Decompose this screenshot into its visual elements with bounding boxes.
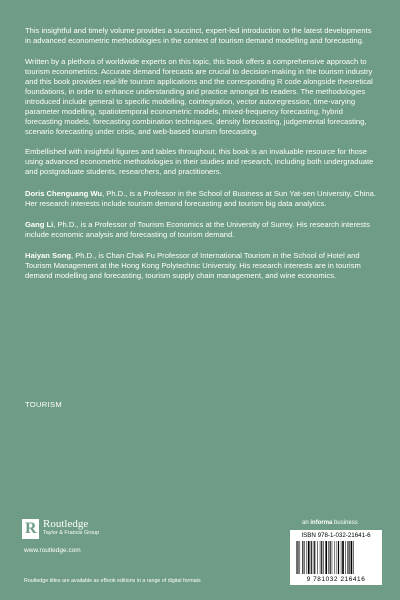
publisher-logo: [22, 519, 99, 539]
author-bio-text: , Ph.D., is a Professor of Tourism Economics at the University of Surrey. His research interests include economic analysis and forecasting of tourism demand.: [25, 220, 370, 239]
blurb-paragraph-2: Written by a plethora of worldwide experts on this topic, this book offers a comprehensive approach to tourism econometrics. Accurate demand forecasts are crucial to decision-making in the tourism industry and this book provides real-life tourism applications and the corresponding R code alongside theoretical foundations, in order to enhance understanding and practice amongst its readers. The methodologies introduced include general to specific modelling, cointegration, vector autoregression, time-varying parameter modelling, spatiotemporal econometric models, mixed-frequency forecasting, hybrid forecasting models, forecasting combination techniques, density forecasting, judgemental forecasting, scenario forecasting under crisis, and web-based tourism forecasting.: [25, 56, 373, 136]
blurb-paragraph-3: Embellished with insightful figures and tables throughout, this book is an invaluable resource for those using advanced econometric methodologies in their studies and research, including both undergraduate and postgraduate students, researchers, and practitioners.: [25, 147, 374, 176]
barcode-bars: [296, 541, 376, 574]
author-name: Doris Chenguang Wu: [25, 189, 103, 198]
informa-brand: informa: [310, 520, 333, 526]
author-name: Haiyan Song: [25, 251, 71, 260]
informa-prefix: an: [302, 520, 309, 526]
subject-category: TOURISM: [25, 400, 62, 409]
author-bio-text: , Ph.D., is a Professor in the School of Business at Sun Yat-sen University, China. Her research interests include tourism demand forecasting and tourism big data analytics.: [25, 189, 376, 208]
barcode-digits: 9 781032 216416: [306, 576, 366, 583]
publisher-name: Routledge: [43, 518, 89, 530]
informa-business-label: [302, 520, 358, 526]
author-bio-1: [25, 189, 377, 209]
blurb-paragraph-1: This insightful and timely volume provides a succinct, expert-led introduction to the latest developments in advanced econometric methodologies in the context of tourism demand modelling and forecasting.: [25, 26, 372, 45]
informa-suffix: business: [334, 520, 358, 526]
publisher-url: www.routledge.com: [24, 547, 81, 554]
back-cover-text: [25, 26, 377, 292]
author-bio-text: , Ph.D., is Chan Chak Fu Professor of International Tourism in the School of Hotel and Tourism Management at the Hong Kong Polytechnic University. His research interests are in tourism demand modelling and forecasting, tourism supply chain management, and wine economics.: [25, 251, 361, 280]
routledge-logo-icon: [22, 519, 39, 539]
publisher-group: Taylor & Francis Group: [43, 530, 100, 536]
ebook-note: Routledge titles are available as eBook editions in a range of digital formats: [24, 578, 201, 584]
isbn-barcode: [290, 530, 382, 585]
author-bio-2: [25, 220, 377, 240]
author-name: Gang Li: [25, 220, 54, 229]
isbn-text: ISBN 978-1-032-21641-6: [301, 532, 371, 539]
author-bio-3: [25, 251, 377, 281]
